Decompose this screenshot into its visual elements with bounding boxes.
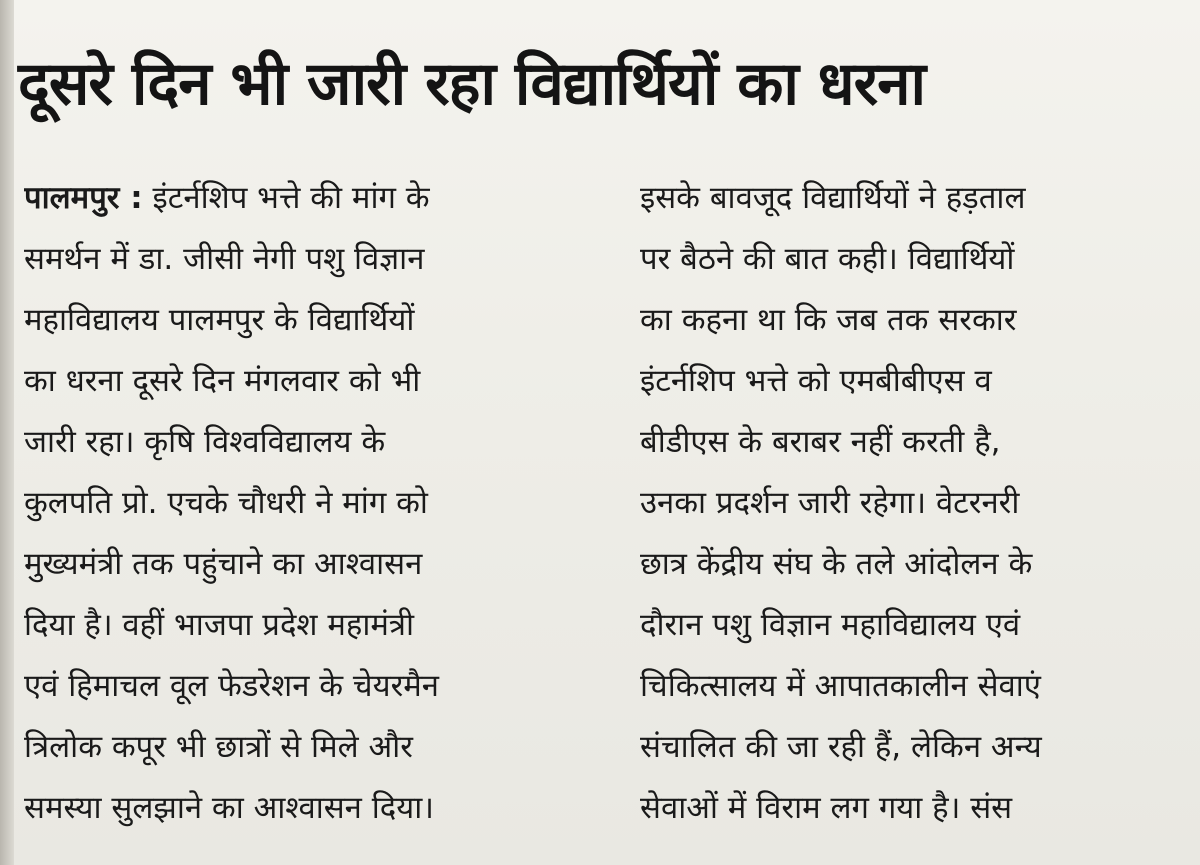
text-line: पर बैठने की बात कही। विद्यार्थियों <box>640 241 1015 277</box>
text-line: सेवाओं में विराम लग गया है। संस <box>640 790 1013 826</box>
headline: दूसरे दिन भी जारी रहा विद्यार्थियों का धरना <box>18 49 926 119</box>
text-line: मुख्यमंत्री तक पहुंचाने का आश्वासन <box>24 546 423 582</box>
text-line: चिकित्सालय में आपातकालीन सेवाएं <box>640 668 1041 704</box>
text-line: का धरना दूसरे दिन मंगलवार को भी <box>24 363 421 399</box>
text-line-content: इंटर्नशिप भत्ते की मांग के <box>152 180 430 216</box>
text-line: समर्थन में डा. जीसी नेगी पशु विज्ञान <box>24 241 425 277</box>
dateline: पालमपुर : <box>24 180 143 216</box>
text-line: संचालित की जा रही हैं, लेकिन अन्य <box>640 729 1042 765</box>
text-line: त्रिलोक कपूर भी छात्रों से मिले और <box>24 729 413 765</box>
text-line: इसके बावजूद विद्यार्थियों ने हड़ताल <box>640 180 1026 216</box>
text-line: महाविद्यालय पालमपुर के विद्यार्थियों <box>24 302 415 338</box>
page-edge-shadow <box>0 0 14 865</box>
text-line: कुलपति प्रो. एचके चौधरी ने मांग को <box>24 485 428 521</box>
text-line: उनका प्रदर्शन जारी रहेगा। वेटरनरी <box>640 485 1020 521</box>
text-line: इंटर्नशिप भत्ते को एमबीबीएस व <box>640 363 992 399</box>
text-line <box>24 168 624 229</box>
article-column-right <box>640 168 1185 839</box>
text-line: का कहना था कि जब तक सरकार <box>640 302 1017 338</box>
text-line: समस्या सुलझाने का आश्वासन दिया। <box>24 790 434 826</box>
text-line: छात्र केंद्रीय संघ के तले आंदोलन के <box>640 546 1033 582</box>
text-line: दौरान पशु विज्ञान महाविद्यालय एवं <box>640 607 1021 643</box>
text-line: बीडीएस के बराबर नहीं करती है, <box>640 424 1001 460</box>
text-line: दिया है। वहीं भाजपा प्रदेश महामंत्री <box>24 607 415 643</box>
article-column-left <box>24 168 624 839</box>
text-line: एवं हिमाचल वूल फेडरेशन के चेयरमैन <box>24 668 440 704</box>
text-line: जारी रहा। कृषि विश्वविद्यालय के <box>24 424 386 460</box>
